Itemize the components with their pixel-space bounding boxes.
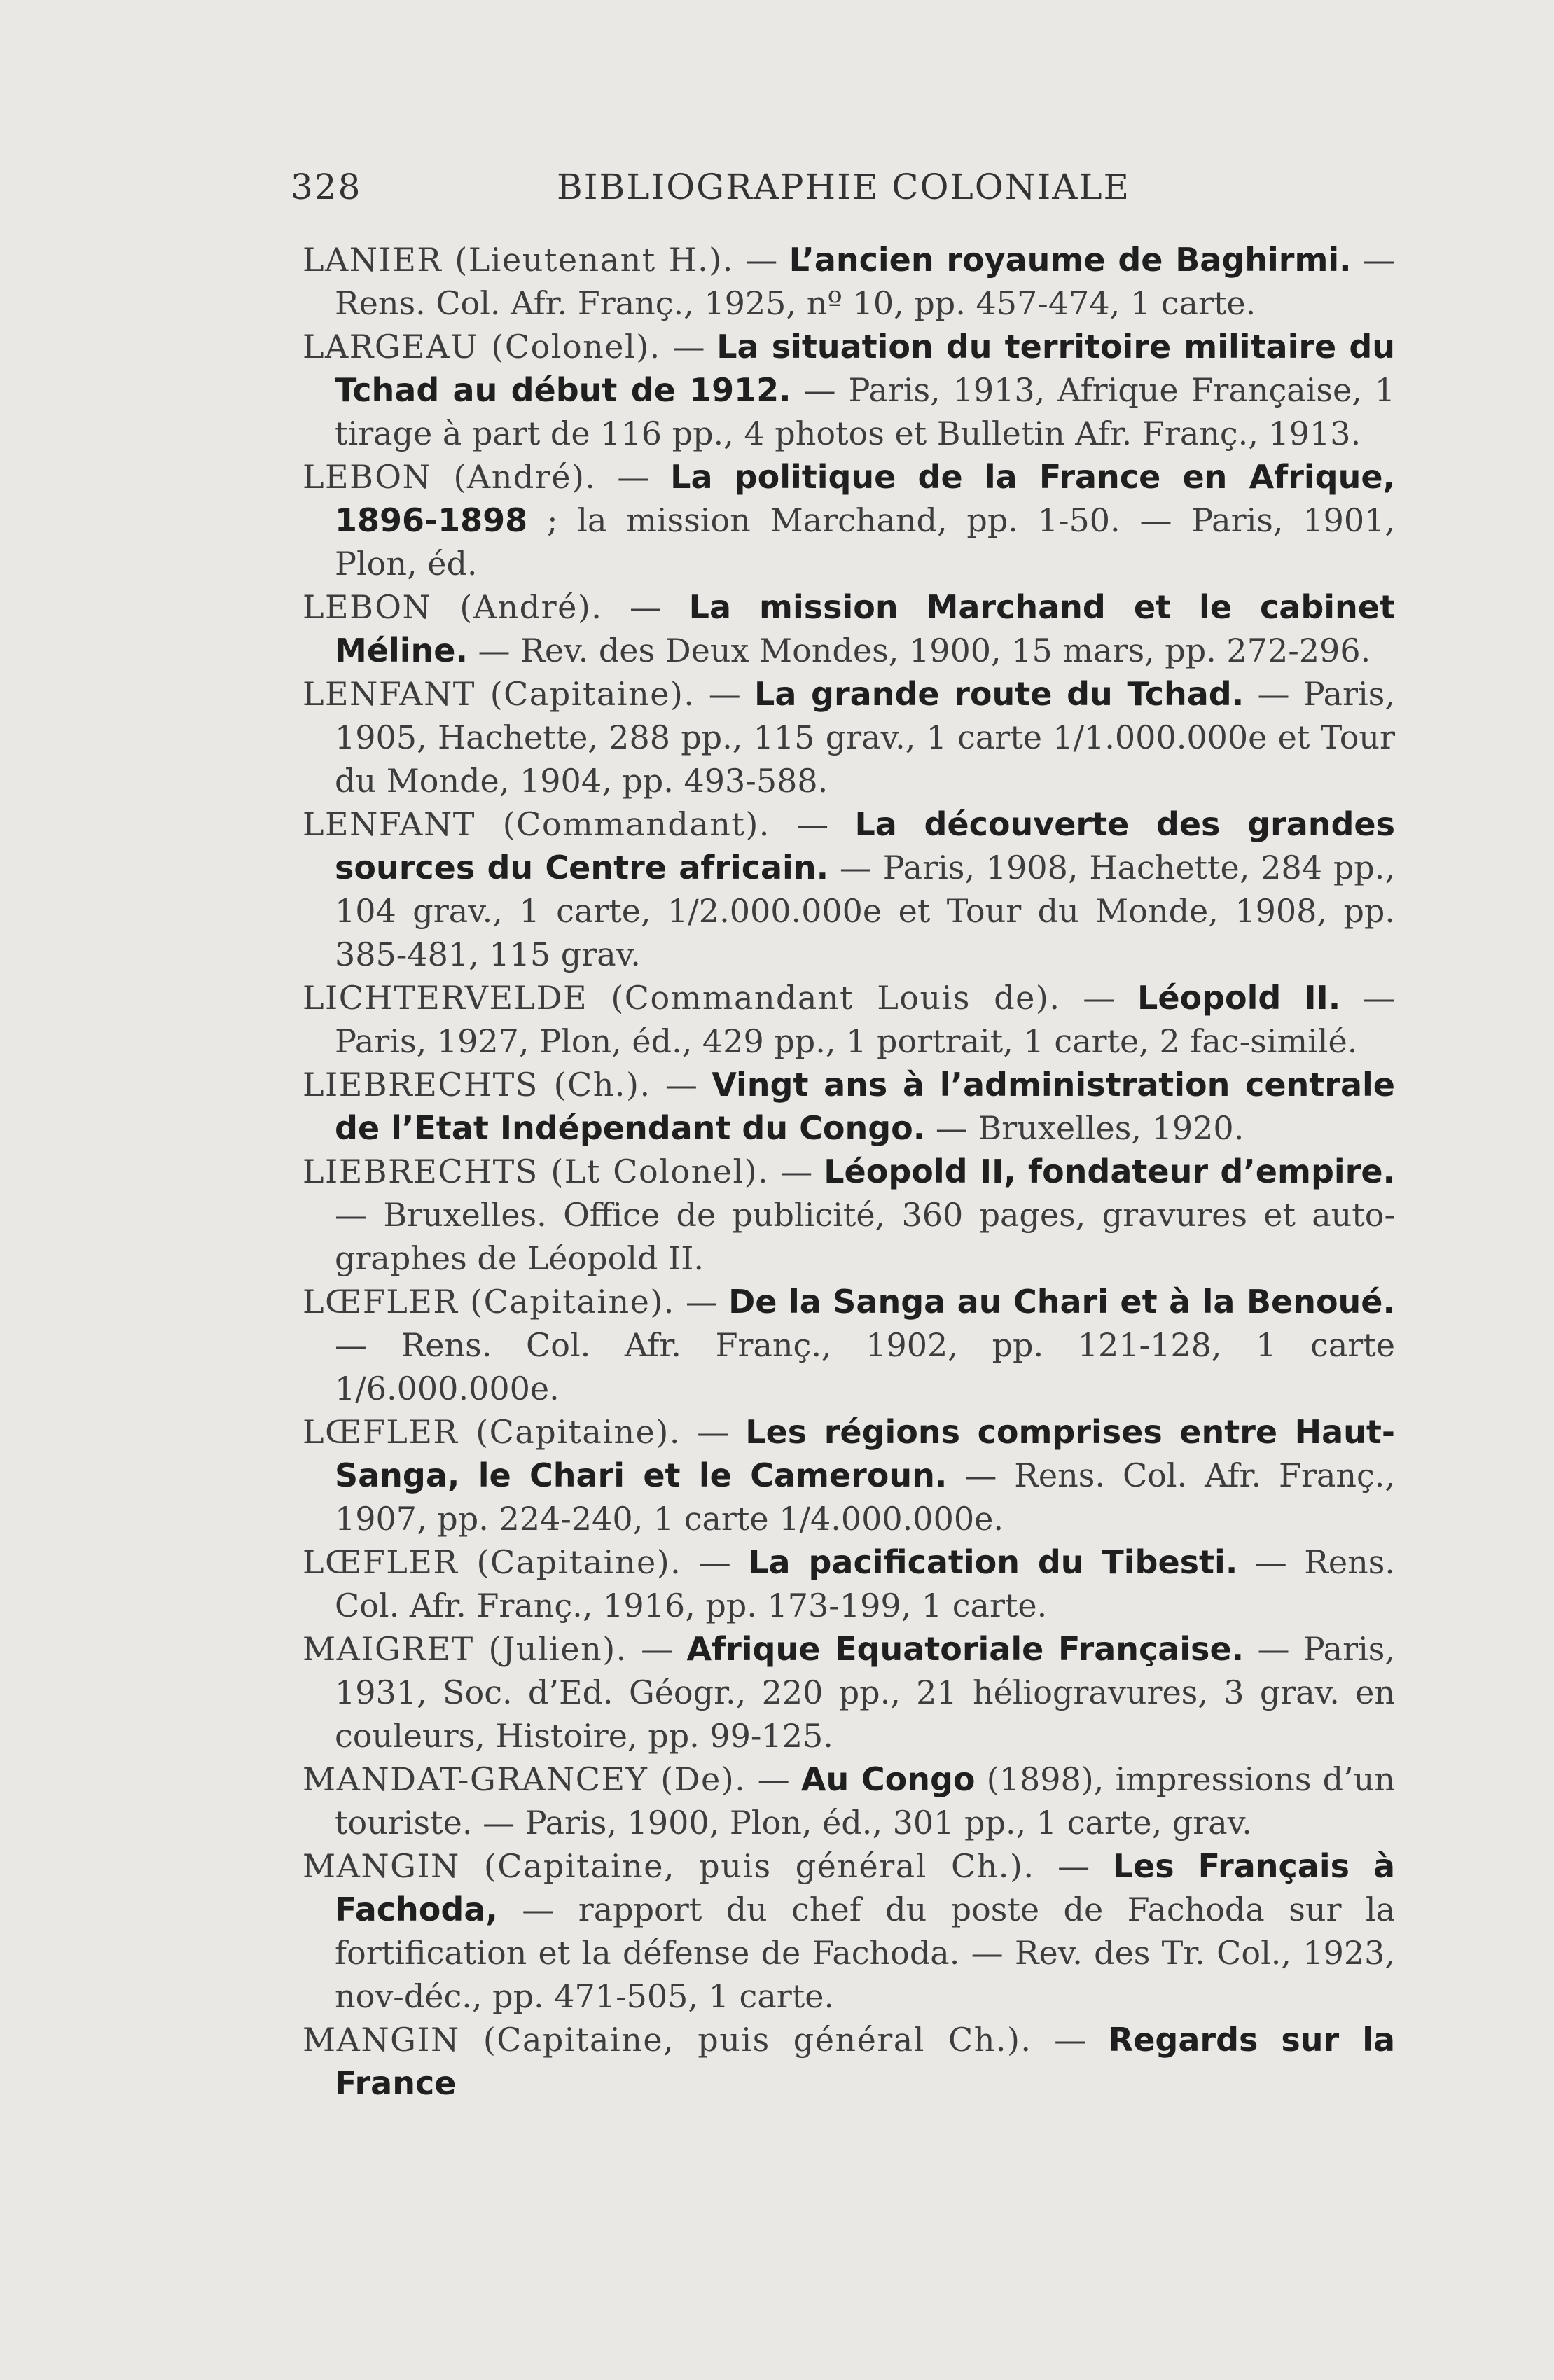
entry-author: LŒFLER (Capitaine). bbox=[303, 1543, 682, 1581]
entry-title: Les Français à Fachoda, bbox=[335, 1847, 1396, 1928]
entry-publication: ; la mission Marchand, pp. 1-50. — Paris, 1901, Plon, éd. bbox=[335, 501, 1396, 583]
entry-title: De la Sanga au Chari et à la Benoué. bbox=[728, 1283, 1395, 1321]
entry-title: L’ancien royaume de Baghirmi. bbox=[789, 241, 1352, 279]
bibliography-entry: MANDAT-GRANCEY (De). — Au Congo (1898), impressions d’un touriste. — Paris, 1900, Plon, éd., 301 pp., 1 carte, grav. bbox=[303, 1760, 1395, 1842]
entry-author: LARGEAU (Colonel). bbox=[303, 328, 661, 366]
entry-title: Regards sur la France bbox=[335, 2021, 1396, 2102]
entry-publication: Paris, 1908, Hachette, 284 pp., 104 grav., 1 carte, 1/2.000.000e et Tour du Monde, 1908, pp. 385-481, 115 grav. bbox=[335, 849, 1395, 973]
bibliography-entry: LŒFLER (Capitaine). — De la Sanga au Chari et à la Benoué. — Rens. Col. Afr. Franç., 1902, pp. 121-128, 1 carte 1/6.000.000e. bbox=[303, 1283, 1395, 1407]
bibliography-entry: LENFANT (Capitaine). — La grande route du Tchad. — Paris, 1905, Hachette, 288 pp., 115 grav., 1 carte 1/1.000.000e et Tour du Monde, 1904, pp. 493-588. bbox=[303, 675, 1395, 800]
entry-title: La pacification du Tibesti. bbox=[748, 1543, 1238, 1581]
entry-author: LIEBRECHTS (Ch.). bbox=[303, 1066, 651, 1104]
bibliography-list bbox=[303, 238, 1395, 2105]
bibliography-entry: MANGIN (Capitaine, puis général Ch.). — Les Français à Fachoda, — rapport du chef du poste de Fachoda sur la fortification et la défense de Fachoda. — Rev. des Tr. Col., 1923, nov-déc., pp. 471-505, 1 carte. bbox=[303, 1847, 1396, 2015]
entry-author: MANGIN (Capitaine, puis général Ch.). bbox=[303, 1847, 1035, 1885]
entry-publication: (1898), impressions d’un touriste. — Paris, 1900, Plon, éd., 301 pp., 1 carte, grav. bbox=[335, 1760, 1395, 1842]
entry-author: LANIER (Lieutenant H.). bbox=[303, 241, 734, 279]
entry-publication: Bruxelles. Office de publicité, 360 pages, gravures et auto-graphes de Léopold II. bbox=[335, 1196, 1395, 1277]
entry-publication: Rev. des Deux Mondes, 1900, 15 mars, pp. 272-296. bbox=[520, 632, 1371, 669]
bibliography-entry: LANIER (Lieutenant H.). — L’ancien royaume de Baghirmi. — Rens. Col. Afr. Franç., 1925, nº 10, pp. 457-474, 1 carte. bbox=[303, 241, 1395, 322]
entry-publication: Bruxelles, 1920. bbox=[978, 1109, 1244, 1147]
running-title: BIBLIOGRAPHIE COLONIALE bbox=[557, 167, 1131, 207]
entry-title: La politique de la France en Afrique, 1896-1898 bbox=[335, 458, 1395, 539]
entry-publication: rapport du chef du poste de Fachoda sur la fortification et la défense de Fachoda. — Rev. des Tr. Col., 1923, nov-déc., pp. 471-505, 1 carte. bbox=[335, 1891, 1396, 2015]
entry-publication: Rens. Col. Afr. Franç., 1916, pp. 173-199, 1 carte. bbox=[335, 1543, 1395, 1624]
entry-title: La situation du territoire militaire du Tchad au début de 1912. bbox=[335, 328, 1396, 409]
bibliography-entry: LICHTERVELDE (Commandant Louis de). — Léopold II. — Paris, 1927, Plon, éd., 429 pp., 1 portrait, 1 carte, 2 fac-similé. bbox=[303, 979, 1396, 1060]
bibliography-entry: LŒFLER (Capitaine). — Les régions comprises entre Haut-Sanga, le Chari et le Cameroun. — Rens. Col. Afr. Franç., 1907, pp. 224-240, 1 carte 1/4.000.000e. bbox=[303, 1413, 1396, 1538]
entry-publication: Rens. Col. Afr. Franç., 1925, nº 10, pp. 457-474, 1 carte. bbox=[335, 284, 1256, 322]
bibliography-entry: LIEBRECHTS (Lt Colonel). — Léopold II, fondateur d’empire. — Bruxelles. Office de publicité, 360 pages, gravures et auto-graphes de Léopold II. bbox=[303, 1153, 1395, 1277]
page-number: 328 bbox=[291, 167, 362, 207]
entry-title: Les régions comprises entre Haut-Sanga, le Chari et le Cameroun. bbox=[335, 1413, 1395, 1494]
entry-author: LENFANT (Capitaine). bbox=[303, 675, 695, 713]
entry-title: La mission Marchand et le cabinet Méline. bbox=[335, 588, 1395, 669]
bibliography-entry: LARGEAU (Colonel). — La situation du territoire militaire du Tchad au début de 1912. — Paris, 1913, Afrique Française, 1 tirage à part de 116 pp., 4 photos et Bulletin Afr. Franç., 1913. bbox=[303, 328, 1396, 452]
entry-author: LENFANT (Commandant). bbox=[303, 805, 770, 843]
entry-author: LIEBRECHTS (Lt Colonel). bbox=[303, 1153, 770, 1190]
bibliography-entry: LEBON (André). — La mission Marchand et le cabinet Méline. — Rev. des Deux Mondes, 1900, 15 mars, pp. 272-296. bbox=[303, 588, 1395, 669]
entry-publication: Paris, 1931, Soc. d’Ed. Géogr., 220 pp., 21 héliogravures, 3 grav. en couleurs, Histoire, pp. 99-125. bbox=[335, 1630, 1396, 1755]
entry-title: Léopold II. bbox=[1137, 979, 1341, 1017]
entry-publication: Paris, 1905, Hachette, 288 pp., 115 grav., 1 carte 1/1.000.000e et Tour du Monde, 1904, pp. 493-588. bbox=[335, 675, 1395, 800]
running-header bbox=[291, 167, 1411, 207]
entry-title: Vingt ans à l’administration centrale de l’Etat Indépendant du Congo. bbox=[335, 1066, 1395, 1147]
entry-publication: Rens. Col. Afr. Franç., 1907, pp. 224-240, 1 carte 1/4.000.000e. bbox=[335, 1456, 1396, 1538]
entry-publication: Rens. Col. Afr. Franç., 1902, pp. 121-128, 1 carte 1/6.000.000e. bbox=[335, 1326, 1395, 1407]
entry-title: Afrique Equatoriale Française. bbox=[686, 1630, 1244, 1668]
bibliography-entry: LEBON (André). — La politique de la France en Afrique, 1896-1898 ; la mission Marchand, pp. 1-50. — Paris, 1901, Plon, éd. bbox=[303, 458, 1396, 583]
entry-publication: Paris, 1927, Plon, éd., 429 pp., 1 portrait, 1 carte, 2 fac-similé. bbox=[335, 1022, 1358, 1060]
bibliography-entry: LŒFLER (Capitaine). — La pacification du Tibesti. — Rens. Col. Afr. Franç., 1916, pp. 173-199, 1 carte. bbox=[303, 1543, 1395, 1624]
entry-title: La découverte des grandes sources du Centre africain. bbox=[335, 805, 1396, 886]
bibliography-entry: LIEBRECHTS (Ch.). — Vingt ans à l’administration centrale de l’Etat Indépendant du Congo. — Bruxelles, 1920. bbox=[303, 1066, 1395, 1147]
entry-author: MANDAT-GRANCEY (De). bbox=[303, 1760, 747, 1798]
entry-author: LEBON (André). bbox=[303, 588, 603, 626]
entry-author: MANGIN (Capitaine, puis général Ch.). bbox=[303, 2021, 1032, 2059]
bibliography-entry: LENFANT (Commandant). — La découverte des grandes sources du Centre africain. — Paris, 1908, Hachette, 284 pp., 104 grav., 1 carte, 1/2.000.000e et Tour du Monde, 1908, pp. 385-481, 115 grav. bbox=[303, 805, 1396, 973]
bibliography-entry: MANGIN (Capitaine, puis général Ch.). — Regards sur la France bbox=[303, 2021, 1396, 2102]
entry-author: LŒFLER (Capitaine). bbox=[303, 1283, 675, 1321]
entry-title: Léopold II, fondateur d’empire. bbox=[824, 1153, 1395, 1190]
entry-author: LICHTERVELDE (Commandant Louis de). bbox=[303, 979, 1061, 1017]
entry-author: MAIGRET (Julien). bbox=[303, 1630, 627, 1668]
entry-author: LEBON (André). bbox=[303, 458, 597, 496]
entry-title: Au Congo bbox=[800, 1760, 976, 1798]
bibliography-entry: MAIGRET (Julien). — Afrique Equatoriale Française. — Paris, 1931, Soc. d’Ed. Géogr., 220 pp., 21 héliogravures, 3 grav. en couleurs, Histoire, pp. 99-125. bbox=[303, 1630, 1396, 1755]
entry-title: La grande route du Tchad. bbox=[754, 675, 1244, 713]
entry-author: LŒFLER (Capitaine). bbox=[303, 1413, 681, 1451]
entry-publication: Paris, 1913, Afrique Française, 1 tirage à part de 116 pp., 4 photos et Bulletin Afr. Franç., 1913. bbox=[335, 371, 1395, 452]
